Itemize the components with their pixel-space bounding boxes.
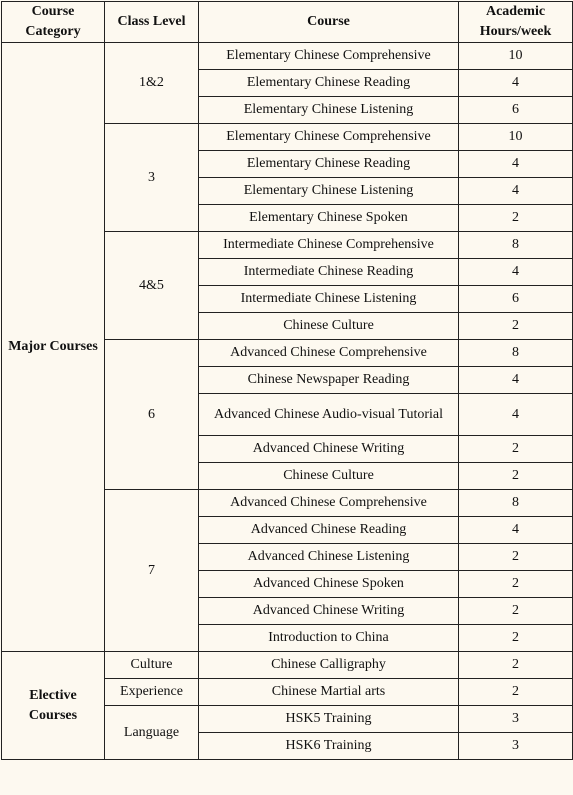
table-row [2, 43, 573, 70]
hours-cell: 2 [459, 598, 573, 625]
hours-cell: 2 [459, 436, 573, 463]
header-hours: Academic Hours/week [459, 2, 573, 43]
course-name-cell: Advanced Chinese Comprehensive [199, 490, 459, 517]
header-category: Course Category [2, 2, 105, 43]
course-name-cell: Elementary Chinese Reading [199, 151, 459, 178]
course-name-cell: Introduction to China [199, 625, 459, 652]
level-cell: Experience [105, 679, 199, 706]
hours-cell: 8 [459, 340, 573, 367]
course-name-cell: Elementary Chinese Listening [199, 97, 459, 124]
hours-cell: 3 [459, 706, 573, 733]
hours-cell: 4 [459, 394, 573, 436]
header-level: Class Level [105, 2, 199, 43]
course-name-cell: Chinese Newspaper Reading [199, 367, 459, 394]
hours-cell: 4 [459, 151, 573, 178]
hours-cell: 4 [459, 178, 573, 205]
hours-cell: 3 [459, 733, 573, 760]
course-name-cell: Elementary Chinese Comprehensive [199, 43, 459, 70]
course-name-cell: Elementary Chinese Reading [199, 70, 459, 97]
course-name-cell: Advanced Chinese Audio-visual Tutorial [199, 394, 459, 436]
course-name-cell: Advanced Chinese Spoken [199, 571, 459, 598]
hours-cell: 10 [459, 124, 573, 151]
category-cell: Major Courses [2, 43, 105, 652]
course-name-cell: Chinese Culture [199, 463, 459, 490]
course-name-cell: Advanced Chinese Listening [199, 544, 459, 571]
level-cell: 6 [105, 340, 199, 490]
course-name-cell: Advanced Chinese Writing [199, 598, 459, 625]
hours-cell: 2 [459, 679, 573, 706]
hours-cell: 4 [459, 517, 573, 544]
course-name-cell: Advanced Chinese Comprehensive [199, 340, 459, 367]
course-name-cell: Chinese Calligraphy [199, 652, 459, 679]
course-name-cell: HSK6 Training [199, 733, 459, 760]
level-cell: 1&2 [105, 43, 199, 124]
course-name-cell: HSK5 Training [199, 706, 459, 733]
level-cell: 3 [105, 124, 199, 232]
course-name-cell: Intermediate Chinese Listening [199, 286, 459, 313]
hours-cell: 4 [459, 259, 573, 286]
course-name-cell: Intermediate Chinese Reading [199, 259, 459, 286]
hours-cell: 2 [459, 205, 573, 232]
hours-cell: 6 [459, 286, 573, 313]
course-name-cell: Advanced Chinese Writing [199, 436, 459, 463]
hours-cell: 2 [459, 625, 573, 652]
hours-cell: 8 [459, 490, 573, 517]
hours-cell: 4 [459, 70, 573, 97]
hours-cell: 2 [459, 652, 573, 679]
header-row [2, 2, 573, 43]
level-cell: Language [105, 706, 199, 760]
course-name-cell: Intermediate Chinese Comprehensive [199, 232, 459, 259]
category-cell: Elective Courses [2, 652, 105, 760]
hours-cell: 2 [459, 463, 573, 490]
course-name-cell: Elementary Chinese Listening [199, 178, 459, 205]
hours-cell: 6 [459, 97, 573, 124]
level-cell: 7 [105, 490, 199, 652]
course-name-cell: Elementary Chinese Comprehensive [199, 124, 459, 151]
level-cell: 4&5 [105, 232, 199, 340]
hours-cell: 8 [459, 232, 573, 259]
hours-cell: 2 [459, 571, 573, 598]
hours-cell: 2 [459, 313, 573, 340]
table-body [2, 43, 573, 760]
hours-cell: 4 [459, 367, 573, 394]
level-cell: Culture [105, 652, 199, 679]
hours-cell: 2 [459, 544, 573, 571]
course-name-cell: Advanced Chinese Reading [199, 517, 459, 544]
table-row [2, 652, 573, 679]
course-name-cell: Elementary Chinese Spoken [199, 205, 459, 232]
course-table [1, 1, 573, 760]
course-name-cell: Chinese Culture [199, 313, 459, 340]
course-name-cell: Chinese Martial arts [199, 679, 459, 706]
header-course: Course [199, 2, 459, 43]
hours-cell: 10 [459, 43, 573, 70]
